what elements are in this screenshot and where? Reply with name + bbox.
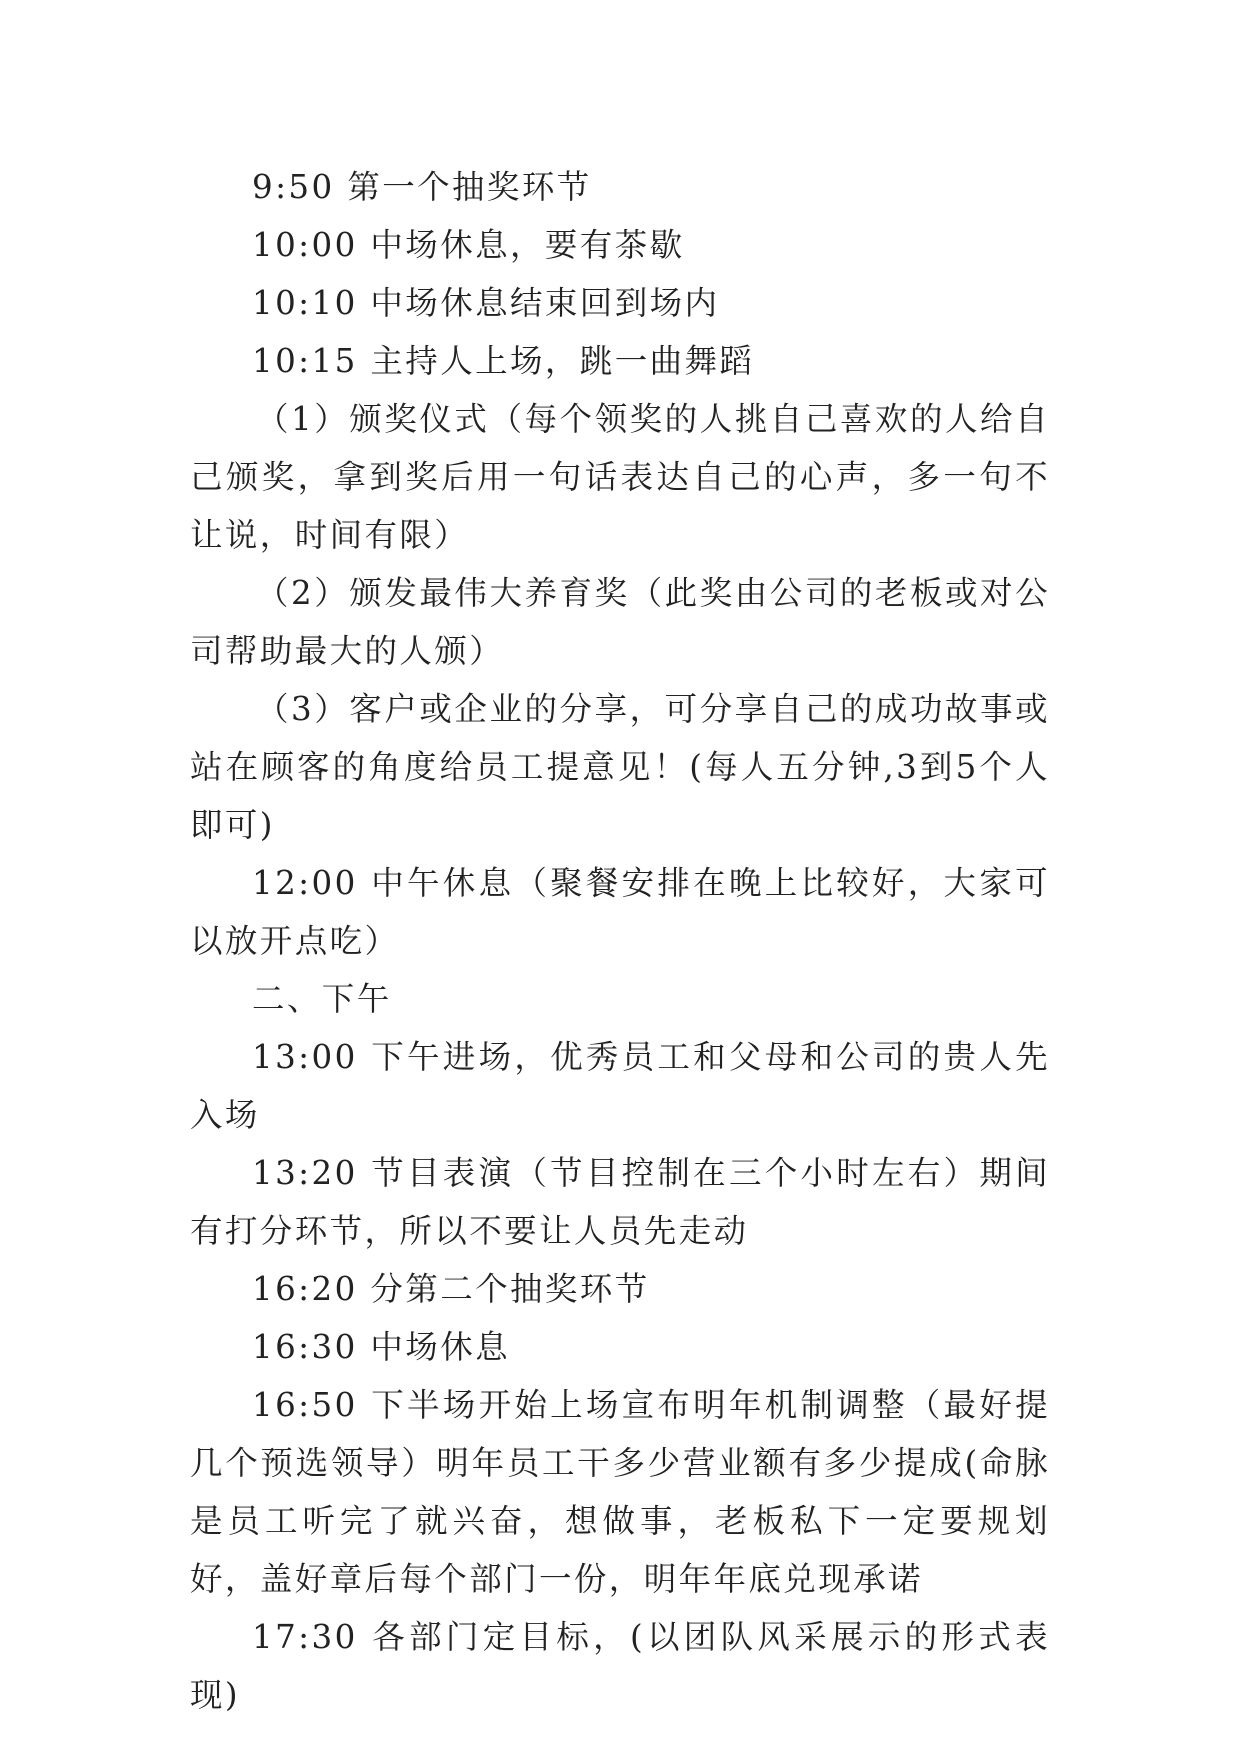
paragraph-performance-1320: 13:20 节目表演（节目控制在三个小时左右）期间有打分环节，所以不要让人员先走动 — [190, 1154, 1050, 1250]
paragraph-goals-1730: 17:30 各部门定目标，(以团队风采展示的形式表现) — [190, 1618, 1050, 1714]
paragraph-lottery-2: 16:20 分第二个抽奖环节 — [252, 1270, 650, 1308]
paragraph-break-1000: 10:00 中场休息，要有茶歇 — [252, 226, 685, 264]
document-body — [190, 158, 1050, 1724]
paragraph-parenting-award: （2）颁发最伟大养育奖（此奖由公司的老板或对公司帮助最大的人颁） — [190, 574, 1050, 670]
paragraph-client-sharing: （3）客户或企业的分享，可分享自己的成功故事或站在顾客的角度给员工提意见！(每人五分钟,3到5个人即可) — [190, 690, 1050, 844]
paragraph-mechanism-1650: 16:50 下半场开始上场宣布明年机制调整（最好提几个预选领导）明年员工干多少营业额有多少提成(命脉是员工听完了就兴奋，想做事，老板私下一定要规划好，盖好章后每个部门一份，明年年底兑现承诺 — [190, 1386, 1050, 1598]
paragraph-host-1015: 10:15 主持人上场，跳一曲舞蹈 — [252, 342, 755, 380]
paragraph-entry-1300: 13:00 下午进场，优秀员工和父母和公司的贵人先入场 — [190, 1038, 1050, 1134]
paragraph-award-ceremony: （1）颁奖仪式（每个领奖的人挑自己喜欢的人给自己颁奖，拿到奖后用一句话表达自己的心声，多一句不让说，时间有限） — [190, 400, 1050, 554]
paragraph-lottery-1: 9:50 第一个抽奖环节 — [252, 168, 592, 206]
paragraph-break-1630: 16:30 中场休息 — [252, 1328, 510, 1366]
paragraph-lunch-1200: 12:00 中午休息（聚餐安排在晚上比较好，大家可以放开点吃） — [190, 864, 1050, 960]
paragraph-return-1010: 10:10 中场休息结束回到场内 — [252, 284, 720, 322]
section-heading-afternoon: 二、下午 — [252, 980, 392, 1018]
